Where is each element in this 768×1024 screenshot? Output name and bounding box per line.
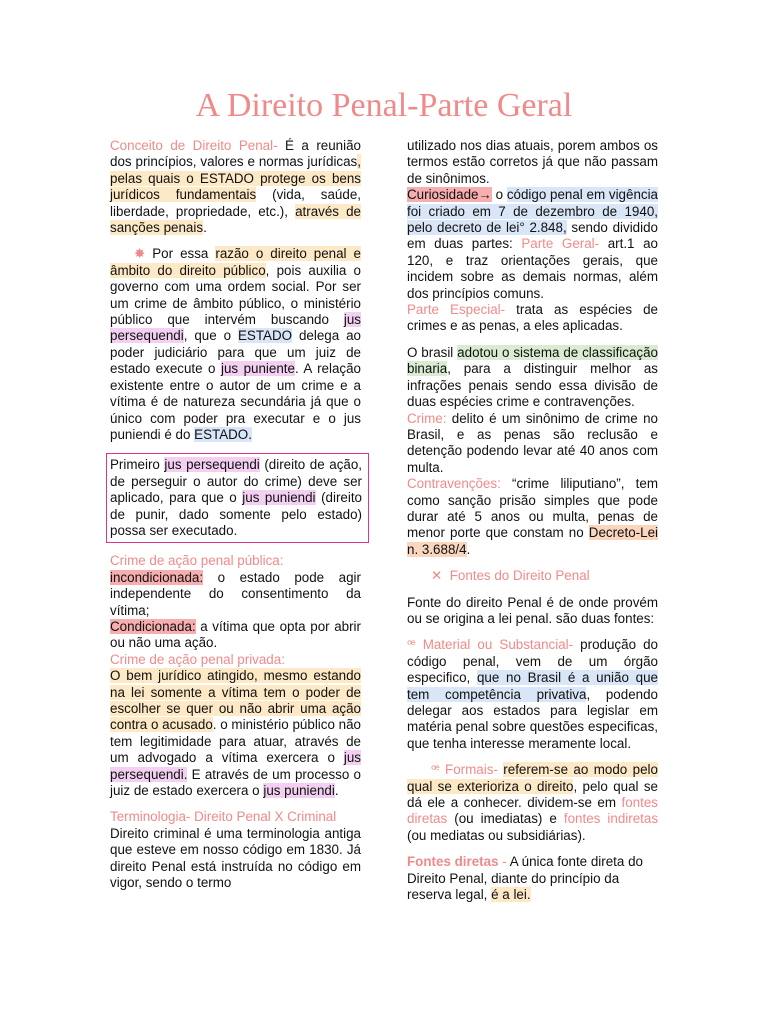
highlight: jus puniente	[220, 361, 295, 377]
spacer	[407, 627, 658, 637]
paragraph-terminologia: Terminologia- Direito Penal X Criminal Direito criminal é uma terminologia antiga que esteve em nosso código em 1830. Já direito Penal está instruída no código em vigor, sendo o termo	[110, 809, 361, 891]
curl-bullet-icon: ꟹ	[407, 637, 416, 653]
highlight: adotou o sistema de classificação binaria	[407, 344, 659, 377]
ornament-icon: ✕	[431, 568, 443, 584]
heading-acao-publica: Crime de ação penal pública:	[110, 553, 284, 569]
highlight: é a lei.	[491, 887, 531, 903]
star-bullet-icon: ✸	[134, 246, 146, 262]
spacer	[110, 443, 361, 453]
info-box: Primeiro jus persequendi (direito de ação, de perseguir o autor do crime) deve ser aplicado, para que o jus puniendi (direito de punir, dado somente pelo estado) possa ser executado.	[106, 453, 369, 543]
paragraph-formais: ꟹ Formais- referem-se ao modo pelo qual se exterioriza o direito, pelo qual se dá ele a conhecer. dividem-se em fontes diretas (ou imediatas) e fontes indiretas (ou mediatas ou subsidiárias).	[407, 762, 659, 843]
highlight: jus puniendi	[263, 783, 335, 799]
heading-conceito: Conceito de Direito Penal-	[110, 138, 278, 153]
heading-acao-privada: Crime de ação penal privada:	[110, 651, 285, 667]
spacer	[110, 543, 361, 553]
paragraph-razao: ✸ Por essa razão o direito penal e âmbito do direito público, pois auxilia o governo com uma ordem social. Por ser um crime de âmbito público, o ministério público que intervém buscando jus persequendi, que o ESTADO delega ao poder judiciário para que um juiz de estado execute o jus puniente. A relação existente entre o autor de um crime e a vítima é de natureza secundária já que o único com poder pra executar e o jus puniendi é do ESTADO.	[110, 246, 362, 442]
formais-label: Formais-	[439, 762, 498, 778]
parte-especial-label: Parte Especial-	[407, 302, 506, 318]
highlight: jus persequendi	[164, 457, 260, 473]
crime-label: Crime:	[407, 410, 447, 426]
fontes-diretas-link: fontes diretas	[407, 795, 658, 827]
paragraph-conceito: Conceito de Direito Penal- É a reunião dos princípios, valores e normas jurídicas, pelas quais o ESTADO protege os bens jurídicos fundamentais (vida, saúde, liberdade, propriedade, etc.), através de sanções penais.	[110, 138, 361, 236]
fontes-diretas-label: Fontes diretas	[407, 854, 499, 870]
highlight: jus persequendi.	[110, 750, 361, 782]
spacer	[407, 335, 658, 345]
paragraph-classificacao: O brasil adotou o sistema de classificação binaria, para a distinguir melhor as infrações penais sendo essa divisão de duas espécies crime e contravenções. Crime: delito é um sinônimo de crime no Brasil, e as penas são reclusão e detenção podendo levar até 40 anos com multa. Contravenções: “crime liliputiano”, tem como sanção prisão simples que pode durar até 5 anos ou multa, penas de menor porte que constam no Decreto-Lei n. 3.688/4.	[407, 344, 659, 557]
paragraph-curiosidade: utilizado nos dias atuais, porem ambos os termos estão corretos já que não passam de sinônimos. Curiosidade→ o código penal em vigência foi criado em 7 de dezembro de 1940, pelo decreto de lei° 2.848, sendo dividido em duas partes: Parte Geral- art.1 ao 120, e traz orientações gerais, que incidem sobre as demais normas, além dos princípios comuns. Parte Especial- trata as espécies de crimes e as penas, a eles aplicadas.	[407, 138, 659, 334]
fontes-indiretas-link: fontes indiretas	[563, 811, 659, 827]
paragraph-acao-publica: Crime de ação penal pública: incondicionada: o estado pode agir independente do consentimento da vítima; Condicionada: a vítima que opta por abrir ou não uma ação.	[110, 553, 361, 651]
highlight: Decreto-Lei n. 3.688/4	[407, 525, 658, 557]
document-title: A Direito Penal-Parte Geral	[195, 87, 573, 124]
highlight: O bem jurídico atingido, mesmo estando na lei somente a vítima tem o poder de escolher se quer ou não abrir uma ação contra o acusado	[110, 668, 361, 733]
right-column	[407, 138, 658, 903]
heading-fontes: ✕ Fontes do Direito Penal	[431, 568, 590, 584]
spacer	[407, 844, 658, 854]
paragraph-fontes-diretas: Fontes diretas - A única fonte direta do Direito Penal, diante do princípio da reserva legal, é a lei.	[407, 854, 643, 903]
highlight: Condicionada:	[110, 618, 196, 634]
spacer	[110, 236, 361, 246]
paragraph-acao-privada: Crime de ação penal privada: O bem jurídico atingido, mesmo estando na lei somente a vítima tem o poder de escolher se quer ou não abrir uma ação contra o acusado. o ministério público não tem legitimidade para atuar, através de um advogado a vítima exercera o jus persequendi. E através de um processo o juiz de estado exercera o jus puniendi.	[110, 651, 361, 799]
heading-terminologia: Terminologia- Direito Penal X Criminal	[110, 809, 337, 825]
highlight: que no Brasil é a união que tem competência privativa	[407, 670, 658, 702]
material-label: Material ou Substancial-	[415, 637, 574, 653]
highlight: jus persequendi	[110, 312, 361, 344]
left-column	[110, 138, 361, 891]
parte-geral-label: Parte Geral-	[521, 236, 600, 252]
highlight: através de sanções penais	[110, 203, 361, 236]
highlight: , pelas quais o ESTADO protege os bens jurídicos fundamentais	[110, 154, 361, 203]
spacer	[110, 799, 361, 809]
spacer	[407, 752, 658, 762]
highlight: Curiosidade→	[407, 187, 492, 203]
spacer	[407, 558, 658, 568]
highlight: jus puniendi	[242, 490, 316, 506]
contravencoes-label: Contravenções:	[407, 476, 501, 492]
highlight: ESTADO.	[194, 426, 252, 442]
highlight: razão o direito penal e âmbito do direito público	[110, 246, 361, 278]
highlight: incondicionada:	[110, 569, 204, 585]
highlight: ESTADO	[237, 328, 293, 344]
paragraph-fonte-intro: Fonte do direito Penal é de onde provém ou se origina a lei penal. são duas fontes:	[407, 594, 658, 626]
curl-bullet-icon: ꟹ	[431, 762, 440, 778]
spacer	[407, 585, 658, 595]
paragraph-material: ꟹ Material ou Substancial- produção do código penal, vem de um órgão especifico, que no Brasil é a união que tem competência privativa, podendo delegar aos estados para legislar em matéria penal sobre questões especificas, que tenha interesse meramente local.	[407, 637, 658, 751]
highlight: código penal em vigência foi criado em 7 de dezembro de 1940, pelo decreto de lei° 2.848,	[407, 187, 659, 236]
highlight: referem-se ao modo pelo qual se exterioriza o direito	[407, 762, 658, 794]
